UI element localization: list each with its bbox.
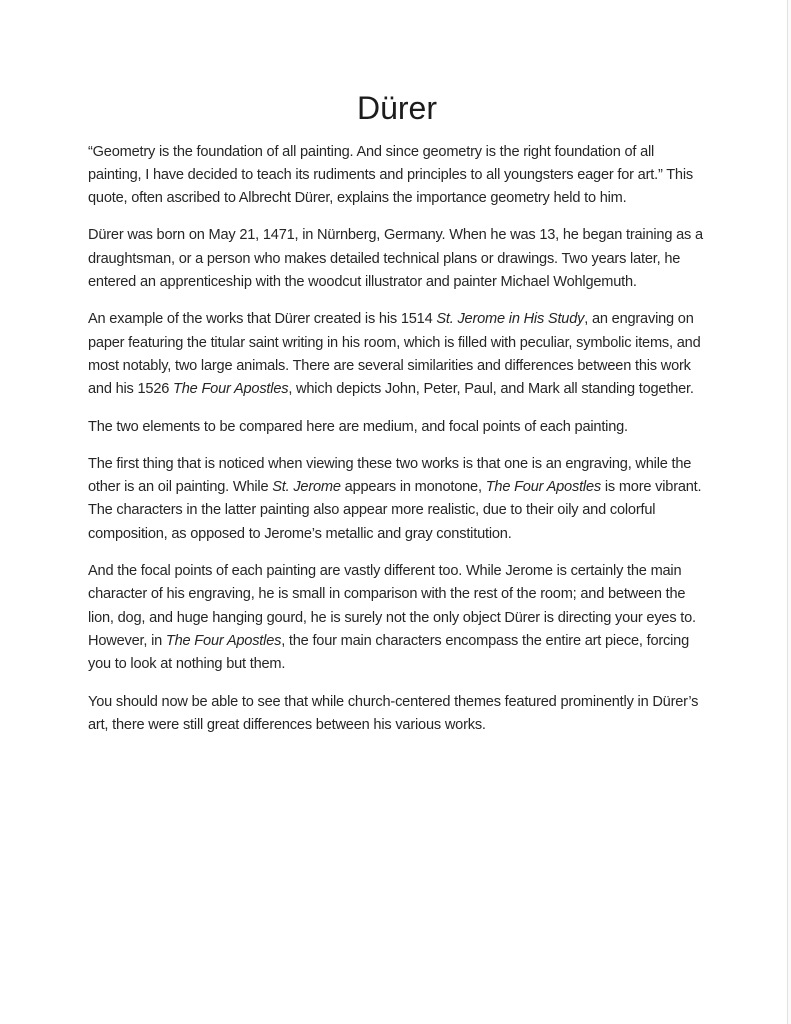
work-title-st-jerome: St. Jerome xyxy=(272,479,341,496)
text-segment: The two elements to be compared here are medium, and focal points of each painting. xyxy=(88,418,628,435)
work-title-four-apostles: The Four Apostles xyxy=(173,381,289,398)
document-title: Dürer xyxy=(356,90,437,126)
text-segment: , the four main characters encompass the entire art piece, forcing you to look at nothing but them. xyxy=(88,632,689,673)
text-segment: You should now be able to see that while church-centered themes featured prominently in Dürer’s art, there were still great differences between his various works. xyxy=(88,693,699,733)
text-segment: , an engraving on paper featuring the titular saint writing in his room, which is filled with peculiar, symbolic items, and most notably, two large animals. There are several similarities and differences between this work and his 1526 xyxy=(88,311,701,398)
text-segment: The first thing that is noticed when viewing these two works is that one is an engraving, while the other is an oil painting. While xyxy=(88,455,692,496)
text-segment: An example of the works that Dürer created is his 1514 xyxy=(88,311,437,328)
paragraph-conclusion xyxy=(88,691,706,738)
paragraph-focal-points xyxy=(88,560,706,676)
page-right-edge-divider xyxy=(787,0,791,1024)
paragraph-biography xyxy=(88,224,706,294)
work-title-st-jerome: St. Jerome in His Study xyxy=(436,311,585,328)
paragraph-works xyxy=(88,308,706,401)
work-title-four-apostles: The Four Apostles xyxy=(165,632,282,649)
paragraph-medium-comparison xyxy=(88,453,706,546)
paragraph-thesis xyxy=(88,416,706,439)
text-segment: Dürer was born on May 21, 1471, in Nürnberg, Germany. When he was 13, he began training as a draughtsman, or a person who makes detailed technical plans or drawings. Two years later, he entered an apprenticeship with the woodcut illustrator and painter Michael Wohlgemuth. xyxy=(88,227,703,291)
text-segment: is more vibrant. The characters in the latter painting also appear more realistic, due to their oily and colorful composition, as opposed to Jerome’s metallic and gray constitution. xyxy=(88,479,702,542)
text-segment: “Geometry is the foundation of all painting. And since geometry is the right foundation of all painting, I have decided to teach its rudiments and principles to all youngsters eager for art.” This quote, often ascribed to Albrecht Dürer, explains the importance geometry held to him. xyxy=(88,143,693,207)
text-segment: appears in monotone, xyxy=(340,479,486,496)
text-segment: And the focal points of each painting are vastly different too. While Jerome is certainly the main character of his engraving, he is small in comparison with the rest of the room; and between the lion, dog, and huge hanging gourd, he is surely not the only object Dürer is directing your eyes to. However, in xyxy=(88,563,696,649)
work-title-four-apostles: The Four Apostles xyxy=(485,479,601,496)
paragraph-quote xyxy=(88,141,706,211)
text-segment: , which depicts John, Peter, Paul, and Mark all standing together. xyxy=(288,381,694,398)
